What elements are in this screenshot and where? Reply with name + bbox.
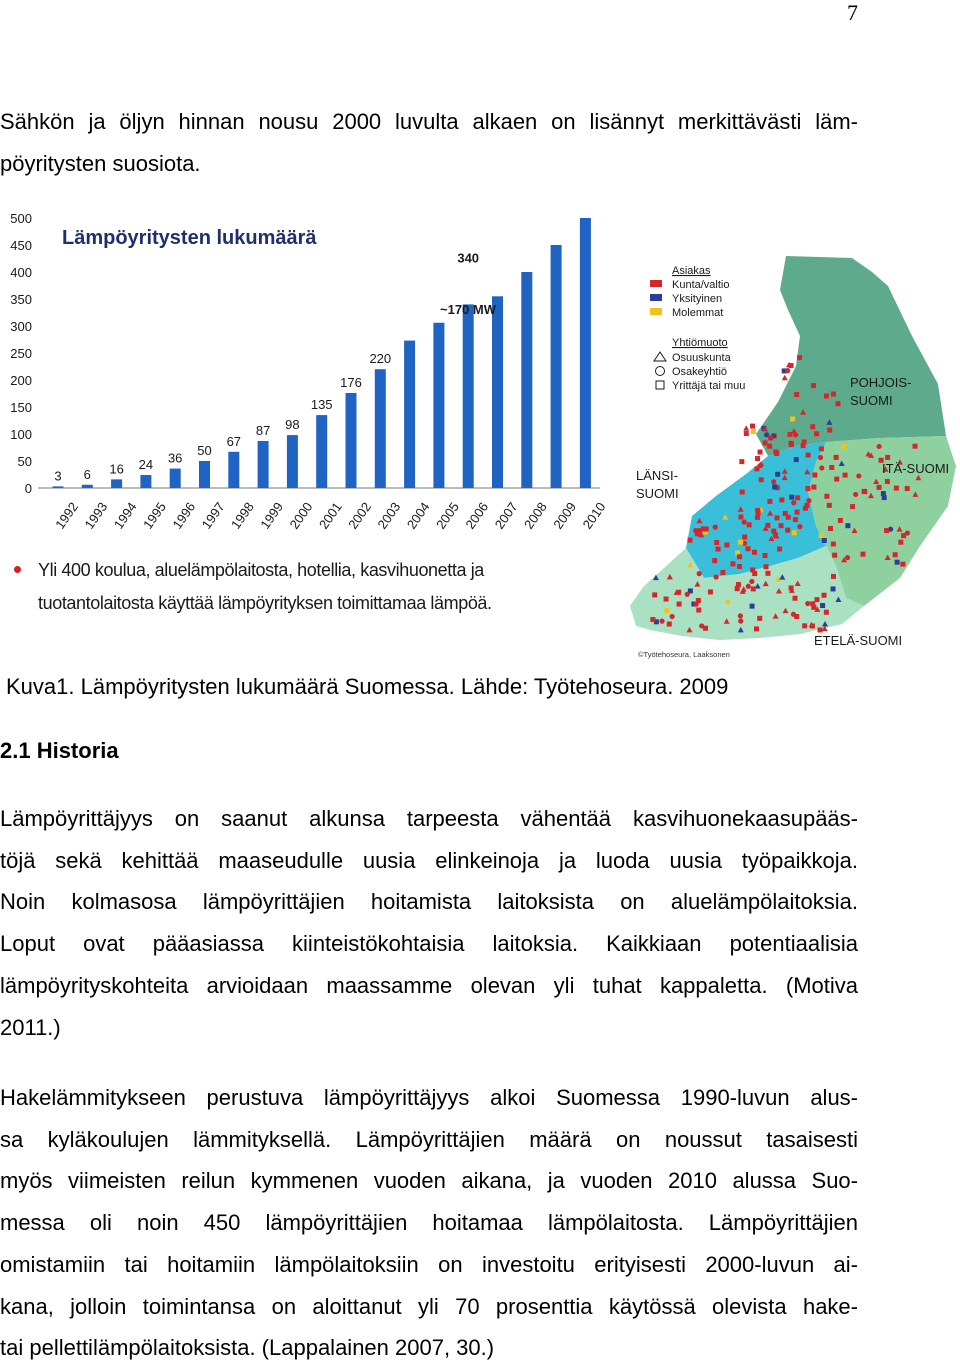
y-tick-label: 450: [10, 238, 32, 253]
bar: [140, 475, 151, 488]
map-marker-square-icon: [805, 503, 810, 508]
map-marker-square-icon: [789, 442, 794, 447]
bullet-dot: [14, 566, 21, 573]
paragraph-line: Noin kolmasosa lämpöyrittäjien hoitamista laitoksista on aluelämpölaitoksia.: [0, 889, 858, 915]
legend-owner-item: [650, 307, 723, 319]
map-marker-square-icon: [795, 495, 800, 500]
map-marker-circle-icon: [771, 479, 776, 484]
map-marker-circle-icon: [905, 530, 910, 535]
map-marker-square-icon: [763, 440, 768, 445]
section-heading: 2.1 Historia: [0, 738, 119, 763]
map-marker-square-icon: [667, 622, 672, 627]
y-tick-label: 250: [10, 346, 32, 361]
paragraph-line: töjä sekä kehittää maaseudulle uusia elinkeinoja ja luoda uusia työpaikkoja.: [0, 847, 858, 873]
map-marker-square-icon: [877, 485, 882, 490]
chart-annotation: ~170 MW: [440, 302, 496, 317]
region-label: LÄNSI-: [636, 468, 678, 483]
map-marker-square-icon: [789, 495, 794, 500]
map-marker-circle-icon: [685, 592, 690, 597]
map-marker-square-icon: [828, 526, 833, 531]
map-marker-circle-icon: [713, 525, 718, 530]
map-marker-circle-icon: [797, 524, 802, 529]
map-marker-square-icon: [759, 477, 764, 482]
legend-owner-title: Asiakas: [672, 265, 711, 277]
finland-map: [620, 206, 960, 664]
map-marker-square-icon: [841, 444, 846, 449]
map-marker-square-icon: [708, 589, 713, 594]
map-marker-square-icon: [824, 494, 829, 499]
x-tick-label: 2007: [491, 499, 521, 532]
map-marker-square-icon: [862, 489, 867, 494]
map-marker-square-icon: [750, 424, 755, 429]
map-marker-square-icon: [762, 553, 767, 558]
legend-form-item: [656, 366, 728, 378]
map-marker-square-icon: [752, 550, 757, 555]
y-tick-label: 0: [24, 481, 32, 496]
y-tick-label: 400: [10, 265, 32, 280]
map-marker-square-icon: [751, 586, 756, 591]
map-marker-square-icon: [740, 490, 745, 495]
bar: [492, 296, 503, 488]
paragraph-line: lämpöyrityskohteita arvioidaan maassamme olevan yli tuhat kappaletta. (Motiva: [0, 972, 858, 998]
y-tick-label: 50: [17, 454, 32, 469]
map-marker-square-icon: [885, 479, 890, 484]
map-marker-square-icon: [884, 528, 889, 533]
map-marker-square-icon: [744, 431, 749, 436]
map-marker-square-icon: [905, 486, 910, 491]
map-marker-square-icon: [745, 546, 750, 551]
map-marker-square-icon: [832, 553, 837, 558]
map-marker-square-icon: [751, 429, 756, 434]
map-marker-circle-icon: [853, 492, 858, 497]
map-marker-square-icon: [695, 531, 700, 536]
map-marker-square-icon: [736, 582, 741, 587]
map-marker-square-icon: [806, 453, 811, 458]
map-marker-square-icon: [898, 540, 903, 545]
map-marker-square-icon: [763, 564, 768, 569]
triangle-icon: [654, 352, 666, 361]
bar-data-label: 50: [197, 443, 212, 458]
bar: [551, 245, 562, 488]
map-marker-square-icon: [677, 602, 682, 607]
legend-label: Yrittäjä tai muu: [672, 380, 746, 392]
map-marker-square-icon: [834, 455, 839, 460]
map-marker-square-icon: [834, 477, 839, 482]
paragraph-line: 2011.): [0, 1014, 61, 1040]
x-tick-label: 2006: [462, 499, 492, 532]
y-tick-label: 300: [10, 319, 32, 334]
map-marker-square-icon: [650, 617, 655, 622]
map-marker-square-icon: [772, 484, 777, 489]
intro-paragraph: [0, 101, 858, 184]
map-marker-square-icon: [793, 517, 798, 522]
map-marker-square-icon: [774, 515, 779, 520]
map-marker-circle-icon: [725, 599, 730, 604]
legend-swatch: [650, 308, 662, 315]
bar-data-label: 67: [226, 433, 242, 449]
map-marker-square-icon: [785, 528, 790, 533]
map-marker-circle-icon: [845, 555, 850, 560]
region-label: SUOMI: [850, 393, 893, 408]
map-marker-square-icon: [812, 473, 817, 478]
map-marker-square-icon: [900, 562, 905, 567]
y-tick-label: 350: [10, 292, 32, 307]
legend-label: Molemmat: [672, 307, 724, 319]
x-tick-label: 1997: [198, 499, 228, 532]
x-tick-label: 2001: [315, 499, 345, 532]
map-marker-circle-icon: [856, 473, 861, 478]
map-marker-square-icon: [720, 570, 725, 575]
map-marker-square-icon: [790, 417, 795, 422]
bar-data-label: 340: [457, 250, 480, 266]
bar-chart: [0, 206, 609, 546]
paragraph-line: omistamiin tai hoitamiin lämpölaitoksiin on investoitu erityisesti 2000-luvun ai-: [0, 1251, 858, 1277]
map-marker-square-icon: [652, 592, 657, 597]
map-marker-circle-icon: [791, 500, 796, 505]
map-marker-square-icon: [739, 459, 744, 464]
paragraph-line: Loput ovat pääasiassa kiinteistökohtaisia laitoksia. Kaikkiaan potentiaalisia: [0, 931, 858, 957]
map-marker-square-icon: [794, 457, 799, 462]
map-marker-square-icon: [738, 514, 743, 519]
map-marker-square-icon: [765, 571, 770, 576]
page-number: 7: [847, 0, 858, 25]
x-tick-label: 2003: [374, 499, 404, 532]
figure-bullet-text: Yli 400 koulua, aluelämpölaitosta, hotellia, kasvihuonetta ja tuotantolaitosta käyttää lämpöyrityksen toimittamaa lämpöä.: [38, 560, 492, 613]
map-marker-square-icon: [738, 540, 743, 545]
legend-label: Kunta/valtio: [672, 279, 730, 291]
map-marker-square-icon: [797, 355, 802, 360]
map-marker-square-icon: [824, 610, 829, 615]
legend-form-title: Yhtiömuoto: [672, 337, 728, 349]
map-marker-circle-icon: [793, 432, 798, 437]
region-label: SUOMI: [636, 486, 679, 501]
map-marker-square-icon: [789, 585, 794, 590]
map-marker-square-icon: [822, 538, 827, 543]
x-tick-label: 2002: [345, 499, 375, 532]
legend-form-item: [656, 380, 745, 392]
map-marker-triangle-icon: [782, 375, 788, 381]
legend-form-item: [654, 352, 732, 364]
map-marker-square-icon: [829, 465, 834, 470]
map-marker-square-icon: [850, 504, 855, 509]
map-marker-square-icon: [814, 431, 819, 436]
map-marker-square-icon: [824, 393, 829, 398]
paragraph-1: [0, 798, 858, 1048]
map-marker-square-icon: [819, 533, 824, 538]
map-marker-square-icon: [794, 392, 799, 397]
map-marker-square-icon: [843, 473, 848, 478]
square-icon: [656, 381, 664, 389]
legend-label: Osakeyhtiö: [672, 366, 728, 378]
x-tick-label: 2008: [520, 499, 550, 532]
bar: [521, 272, 532, 488]
paragraph-line: Lämpöyrittäjyys on saanut alkunsa tarpeesta vähentää kasvihuonekaasupääs-: [0, 806, 858, 831]
x-tick-label: 1993: [81, 499, 111, 532]
map-marker-square-icon: [676, 590, 681, 595]
map-marker-square-icon: [737, 554, 742, 559]
region-label: ETELÄ-SUOMI: [814, 633, 903, 648]
map-marker-square-icon: [704, 527, 709, 532]
map-marker-square-icon: [831, 574, 836, 579]
map-marker-square-icon: [779, 523, 784, 528]
x-tick-label: 1996: [169, 499, 199, 532]
map-copyright: ©Työtehoseura, Laaksonen: [638, 650, 730, 659]
map-marker-square-icon: [820, 603, 825, 608]
bar-data-label: 6: [83, 466, 91, 482]
intro-line: Sähkön ja öljyn hinnan nousu 2000 luvulta alkaen on lisännyt merkittävästi läm-: [0, 109, 858, 134]
map-marker-circle-icon: [746, 584, 751, 589]
map-marker-square-icon: [827, 503, 832, 508]
region-label: ITÄ-SUOMI: [882, 461, 950, 476]
bar: [346, 393, 357, 488]
map-marker-square-icon: [750, 567, 755, 572]
figure: [0, 206, 960, 664]
map-marker-square-icon: [737, 564, 742, 569]
map-marker-square-icon: [811, 383, 816, 388]
map-marker-circle-icon: [805, 601, 810, 606]
map-marker-square-icon: [801, 443, 806, 448]
x-tick-label: 2005: [433, 499, 462, 532]
x-tick-label: 1999: [257, 499, 287, 532]
map-marker-square-icon: [838, 518, 843, 523]
map-marker-square-icon: [835, 401, 840, 406]
bar: [316, 415, 327, 488]
map-marker-circle-icon: [791, 612, 796, 617]
paragraph-line: myös viimeisten reilun kymmenen vuoden aikana, ja vuoden 2010 alussa Suo-: [0, 1168, 858, 1194]
map-marker-circle-icon: [818, 455, 823, 460]
map-marker-square-icon: [827, 428, 832, 433]
map-marker-square-icon: [755, 515, 760, 520]
map-marker-square-icon: [811, 485, 816, 490]
chart-title: Lämpöyritysten lukumäärä: [62, 227, 317, 249]
bar: [258, 441, 269, 488]
map-marker-square-icon: [688, 538, 693, 543]
figure-caption: Kuva1. Lämpöyritysten lukumäärä Suomessa. Lähde: Työtehoseura. 2009: [6, 674, 729, 699]
map-marker-square-icon: [912, 444, 917, 449]
x-tick-label: 1995: [140, 499, 169, 532]
map-marker-square-icon: [716, 547, 721, 552]
x-tick-label: 2009: [550, 499, 580, 532]
map-marker-square-icon: [714, 540, 719, 545]
paragraph-2: [0, 1077, 858, 1369]
x-tick-label: 2000: [286, 499, 316, 532]
region-label: POHJOIS-: [850, 375, 912, 390]
bar-data-label: 176: [340, 374, 362, 390]
bar: [287, 435, 298, 488]
map-marker-triangle-icon: [743, 425, 749, 431]
map-marker-square-icon: [755, 456, 760, 461]
paragraph-line: Hakelämmitykseen perustuva lämpöyrittäjyys alkoi Suomessa 1990-luvun alus-: [0, 1085, 858, 1110]
bar: [228, 452, 239, 488]
map-marker-square-icon: [665, 608, 670, 613]
map-marker-square-icon: [754, 626, 759, 631]
legend-label: Osuuskunta: [672, 352, 731, 364]
map-marker-square-icon: [730, 561, 735, 566]
map-marker-circle-icon: [819, 465, 824, 470]
map-marker-circle-icon: [738, 613, 743, 618]
map-marker-square-icon: [767, 499, 772, 504]
map-marker-square-icon: [814, 597, 819, 602]
bar-data-label: 220: [369, 351, 392, 367]
map-marker-square-icon: [831, 391, 836, 396]
y-tick-label: 200: [10, 373, 32, 388]
legend-label: Yksityinen: [672, 293, 723, 305]
map-marker-circle-icon: [785, 368, 790, 373]
bar: [580, 218, 591, 488]
map-marker-circle-icon: [738, 618, 743, 623]
map-marker-square-icon: [882, 495, 887, 500]
bar: [433, 323, 444, 488]
y-tick-label: 150: [10, 400, 32, 415]
bar-data-label: 3: [54, 468, 62, 484]
map-marker-square-icon: [819, 446, 824, 451]
paragraph-line: sa kyläkoulujen lämmityksellä. Lämpöyrittäjien määrä on noussut tasaisesti: [0, 1126, 858, 1152]
map-marker-square-icon: [861, 552, 866, 557]
x-tick-label: 2010: [579, 499, 609, 532]
map-marker-square-icon: [831, 586, 836, 591]
map-marker-circle-icon: [749, 579, 754, 584]
bar-data-label: 87: [255, 423, 271, 439]
circle-icon: [656, 367, 665, 376]
map-marker-square-icon: [795, 510, 800, 515]
legend-swatch: [650, 280, 662, 287]
x-tick-label: 2004: [403, 499, 433, 532]
y-tick-label: 500: [10, 211, 32, 226]
y-tick-label: 100: [10, 427, 32, 442]
bar: [170, 469, 181, 488]
bar-data-label: 135: [310, 397, 333, 413]
bar: [463, 304, 474, 488]
map-marker-square-icon: [696, 608, 701, 613]
map-marker-square-icon: [792, 530, 797, 535]
map-marker-circle-icon: [714, 574, 719, 579]
legend-owner-item: [650, 279, 729, 291]
map-marker-square-icon: [802, 623, 807, 628]
map-marker-square-icon: [805, 486, 810, 491]
map-marker-square-icon: [758, 450, 763, 455]
map-marker-square-icon: [783, 511, 788, 516]
x-tick-label: 1994: [110, 499, 140, 532]
map-marker-square-icon: [777, 546, 782, 551]
intro-line: pöyritysten suosiota.: [0, 150, 201, 176]
bar: [53, 486, 64, 488]
bar-data-label: 16: [109, 461, 124, 477]
region-pohjois-suomi: [756, 256, 946, 456]
bar-data-label: 24: [138, 457, 154, 473]
x-tick-label: 1998: [227, 499, 257, 532]
bar: [199, 461, 210, 488]
bar-data-label: 98: [285, 417, 300, 433]
map-marker-square-icon: [845, 523, 850, 528]
x-tick-label: 1992: [52, 499, 82, 532]
map-marker-circle-icon: [670, 614, 675, 619]
bar: [404, 341, 415, 488]
bar-data-label: 36: [167, 450, 183, 466]
legend-swatch: [650, 294, 662, 301]
map-marker-square-icon: [742, 535, 747, 540]
paragraph-line: messa oli noin 450 lämpöyrittäjien hoitamaa lämpölaitosta. Lämpöyrittäjien: [0, 1210, 858, 1236]
map-marker-square-icon: [779, 497, 784, 502]
map-marker-square-icon: [895, 560, 900, 565]
map-marker-square-icon: [793, 596, 798, 601]
map-marker-square-icon: [750, 604, 755, 609]
map-marker-square-icon: [885, 455, 890, 460]
map-marker-square-icon: [765, 523, 770, 528]
bar: [82, 485, 93, 488]
paragraph-line: tai pellettilämpölaitoksista. (Lappalainen 2007, 30.): [0, 1335, 495, 1361]
map-marker-circle-icon: [697, 571, 702, 576]
map-marker-square-icon: [755, 508, 760, 513]
map-marker-square-icon: [775, 472, 780, 477]
paragraph-line: kana, jolloin toimintansa on aloittanut yli 70 prosenttia käytössä olevista hake-: [0, 1293, 858, 1319]
map-marker-square-icon: [831, 541, 836, 546]
map-marker-circle-icon: [806, 498, 811, 503]
map-marker-square-icon: [724, 542, 729, 547]
map-marker-square-icon: [767, 444, 772, 449]
map-marker-square-icon: [893, 552, 898, 557]
map-marker-square-icon: [664, 597, 669, 602]
map-marker-square-icon: [810, 424, 815, 429]
map-marker-square-icon: [768, 435, 773, 440]
map-marker-square-icon: [747, 522, 752, 527]
bar: [111, 479, 122, 488]
map-marker-square-icon: [774, 451, 779, 456]
map-marker-circle-icon: [694, 602, 699, 607]
bar: [375, 369, 386, 488]
map-marker-square-icon: [822, 593, 827, 598]
map-marker-circle-icon: [876, 444, 881, 449]
map-marker-square-icon: [757, 616, 762, 621]
legend-owner-item: [650, 293, 722, 305]
map-marker-square-icon: [810, 624, 815, 629]
map-marker-square-icon: [712, 558, 717, 563]
map-marker-circle-icon: [659, 619, 664, 624]
map-marker-circle-icon: [699, 623, 704, 628]
map-marker-circle-icon: [742, 519, 747, 524]
map-marker-square-icon: [894, 486, 899, 491]
map-marker-square-icon: [818, 627, 823, 632]
map-marker-square-icon: [754, 466, 759, 471]
